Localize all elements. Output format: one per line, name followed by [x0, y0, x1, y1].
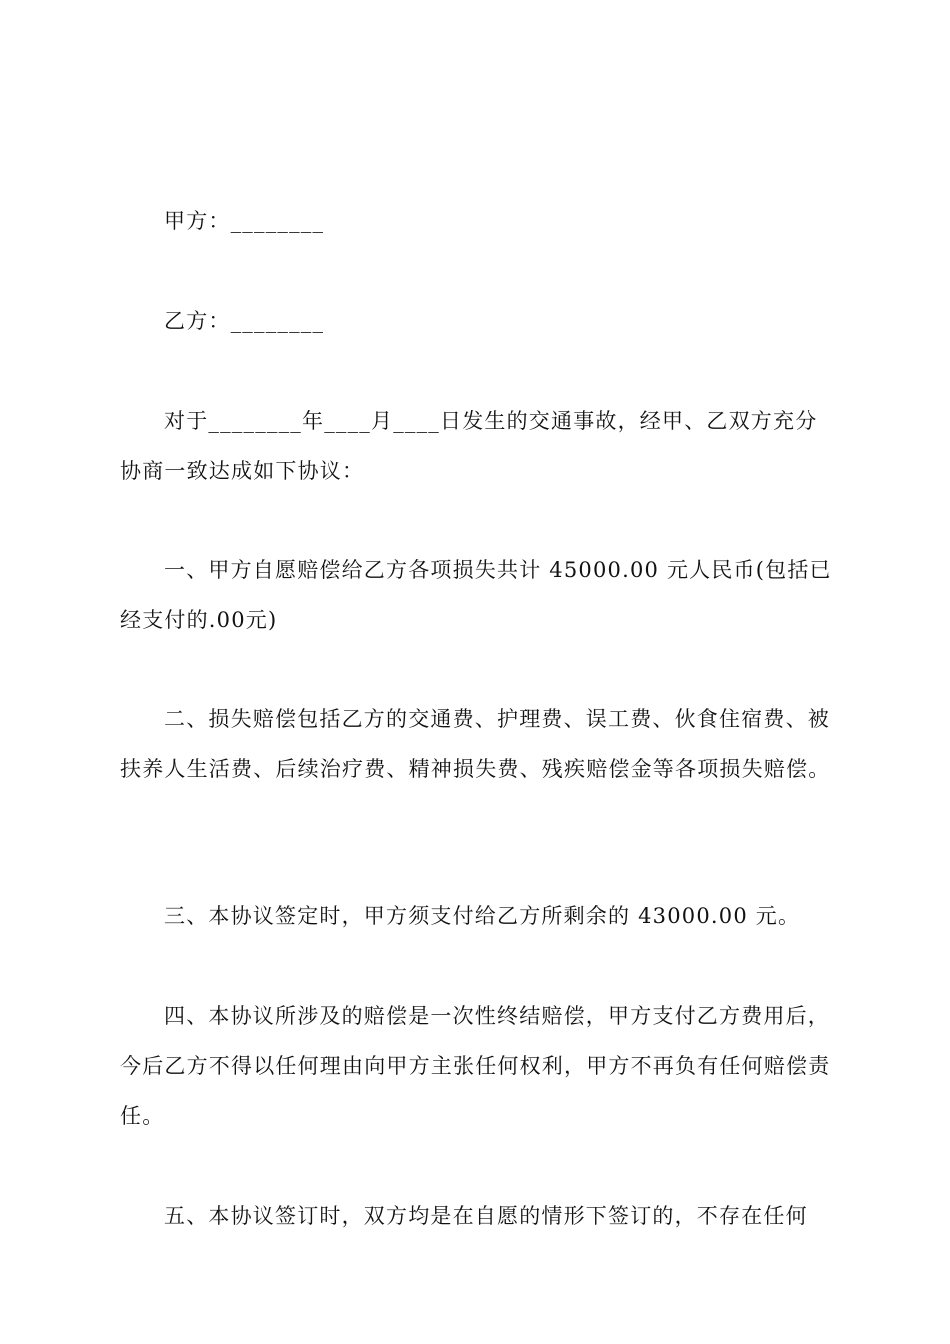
intro-paragraph: 对于________年____月____日发生的交通事故，经甲、乙双方充分协商一致达成如下协议： [120, 409, 818, 483]
clause-3: 三、本协议签定时，甲方须支付给乙方所剩余的 43000.00 元。 [164, 904, 801, 928]
clause-2: 二、损失赔偿包括乙方的交通费、护理费、误工费、伙食住宿费、被扶养人生活费、后续治疗费、精神损失费、残疾赔偿金等各项损失赔偿。 [120, 707, 831, 781]
clause-5: 五、本协议签订时，双方均是在自愿的情形下签订的，不存在任何 [164, 1204, 808, 1228]
clause-1: 一、甲方自愿赔偿给乙方各项损失共计 45000.00 元人民币(包括已经支付的.00元) [120, 558, 832, 632]
clause-4: 四、本协议所涉及的赔偿是一次性终结赔偿，甲方支付乙方费用后，今后乙方不得以任何理由向甲方主张任何权利，甲方不再负有任何赔偿责任。 [120, 1004, 831, 1128]
party-b-line: 乙方：________ [164, 309, 325, 333]
party-a-line: 甲方：________ [164, 209, 325, 233]
